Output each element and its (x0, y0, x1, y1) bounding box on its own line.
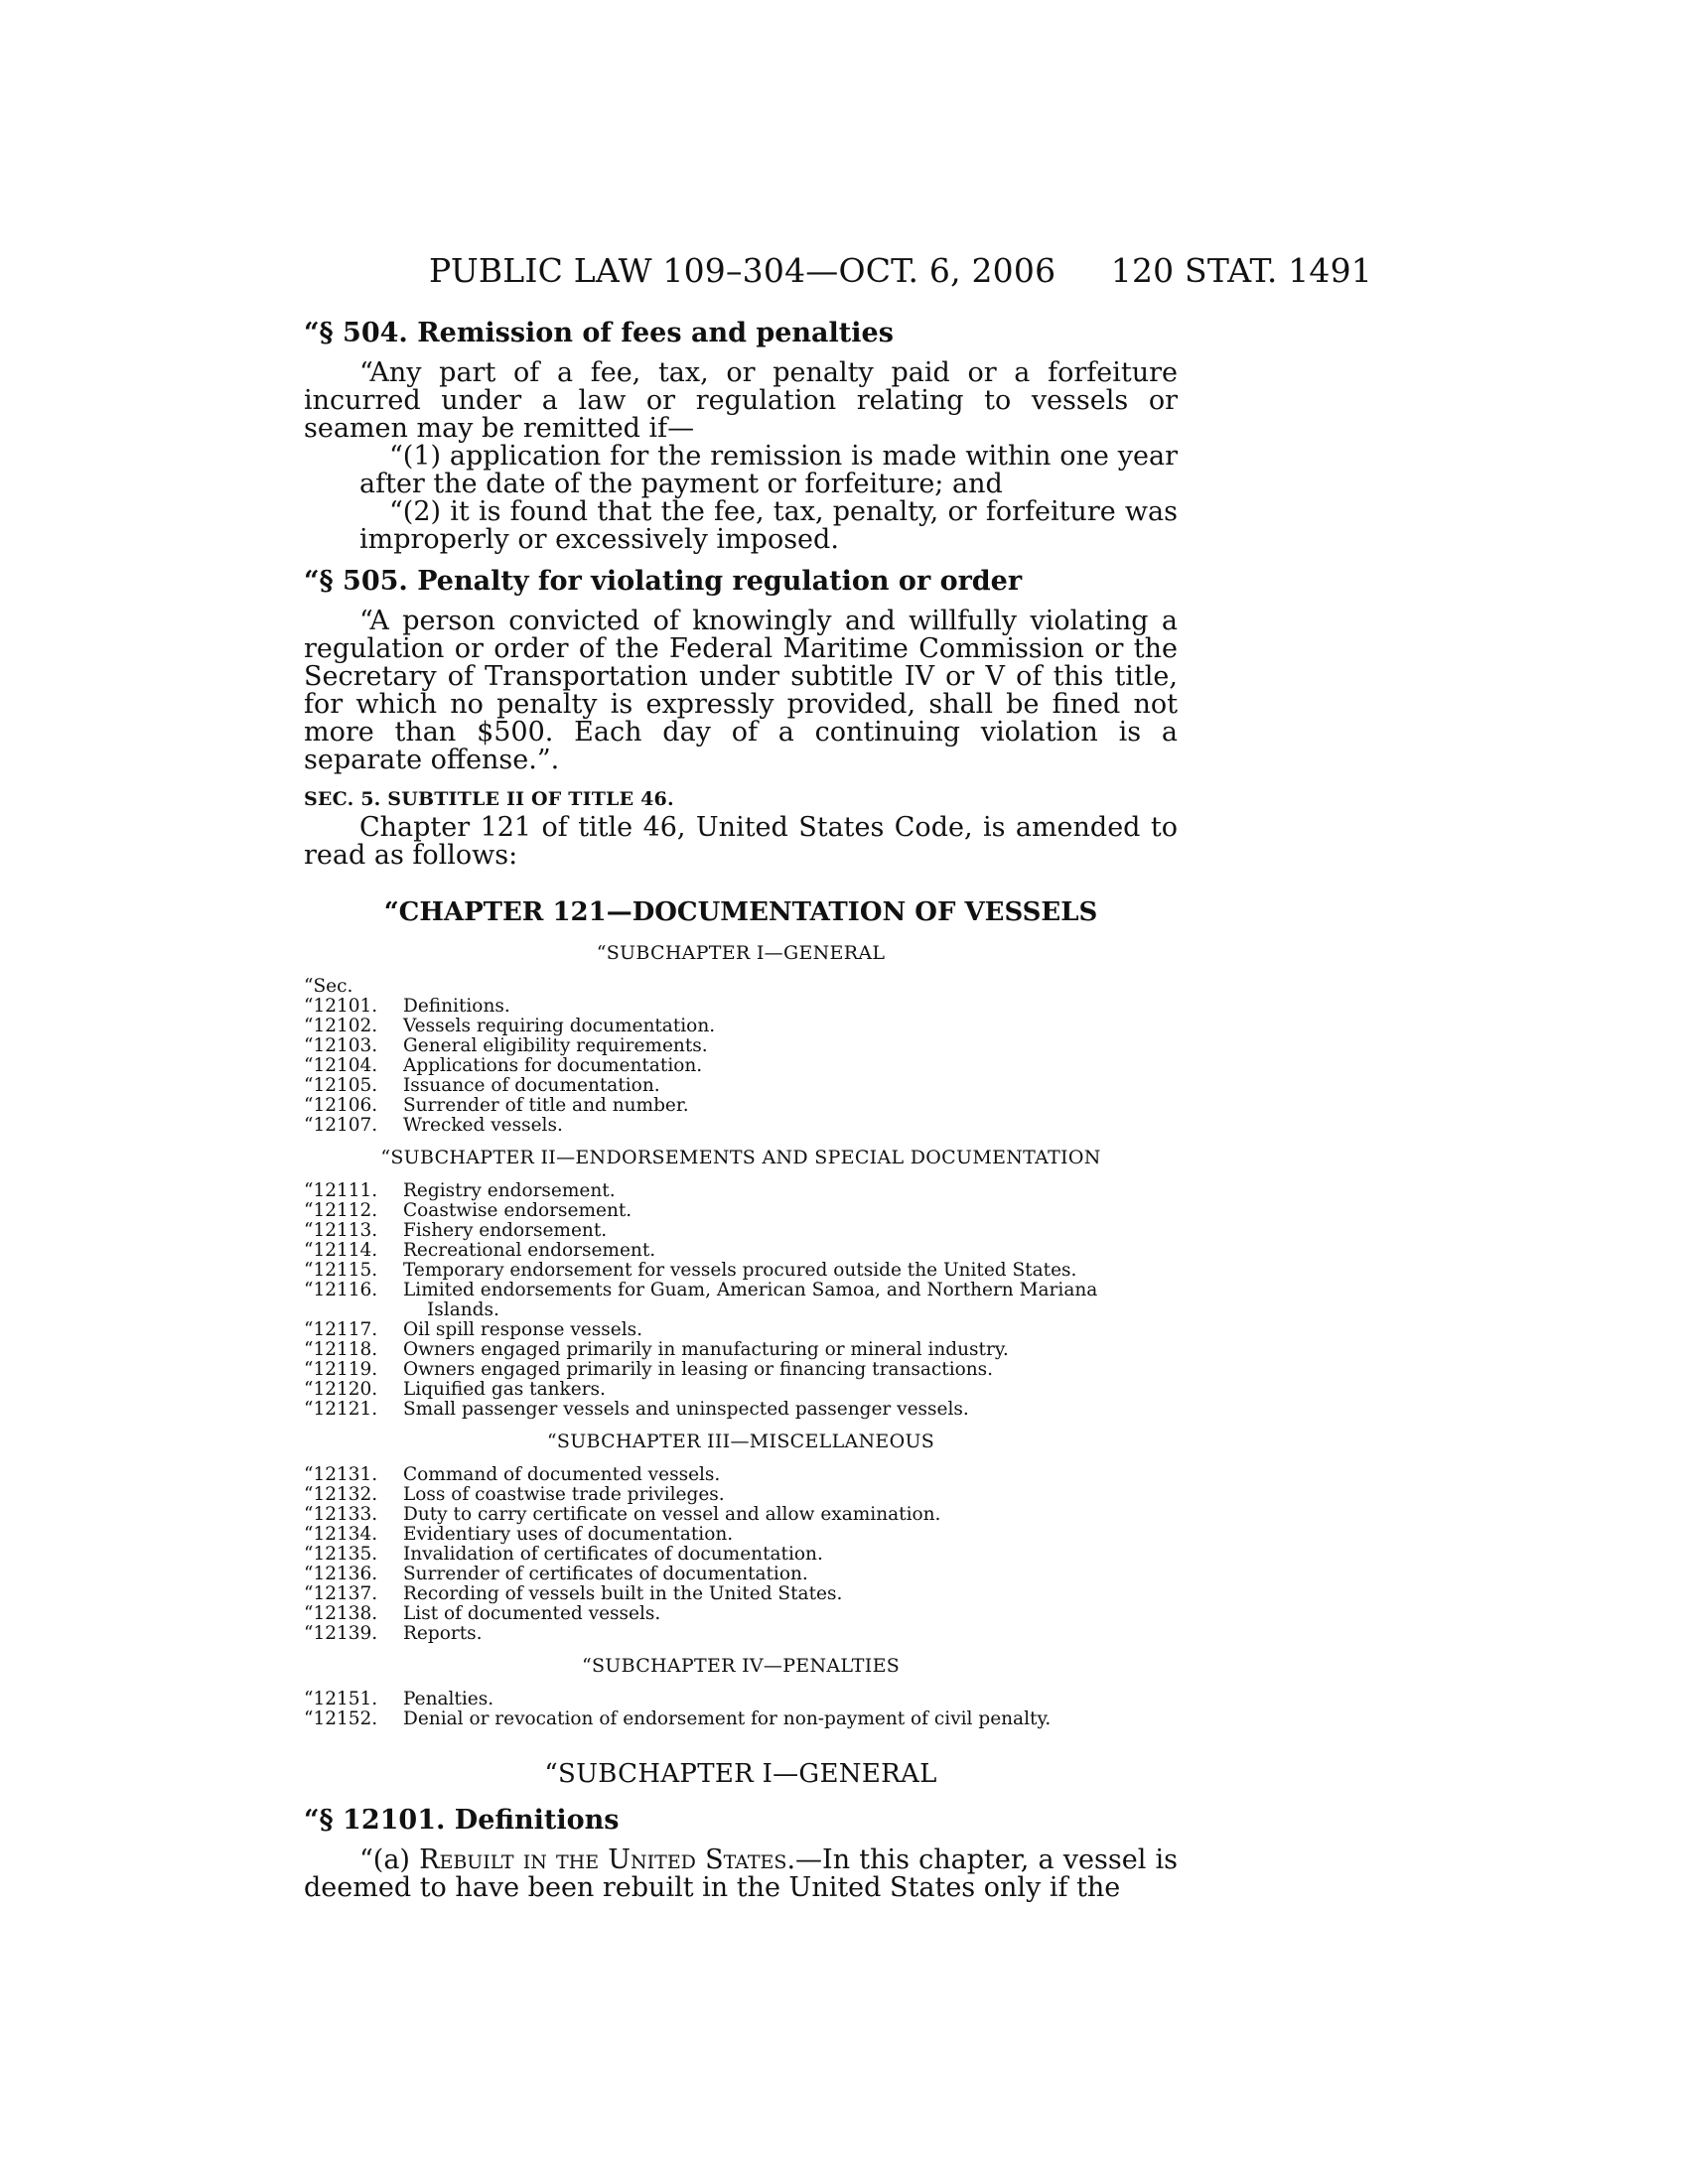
toc-entry-title: Fishery endorsement. (403, 1220, 608, 1241)
toc-entry-title: Surrender of certificates of documentation. (403, 1564, 808, 1584)
toc-entry-title: Limited endorsements for Guam, American Samoa, and Northern Mariana (403, 1280, 1098, 1300)
toc-entry (304, 1281, 1178, 1300)
toc-entry-title: Small passenger vessels and uninspected passenger vessels. (403, 1399, 969, 1420)
section-504-intro: “Any part of a fee, tax, or penalty paid or a forfeiture incurred under a law or regulation relating to vessels or seamen may be remitted if— (304, 357, 1178, 444)
toc-entry (304, 1261, 1178, 1281)
toc-entry-number: “12114. (304, 1240, 378, 1261)
toc-entry (304, 1096, 1178, 1116)
toc-entry-number: “12106. (304, 1095, 378, 1116)
toc-entry-title: List of documented vessels. (403, 1603, 661, 1624)
toc-subchapter-title: “SUBCHAPTER IV—PENALTIES (581, 1655, 901, 1677)
toc-entry (304, 1116, 1178, 1136)
toc-entry-title: Invalidation of certificates of documentation. (403, 1544, 823, 1565)
toc-entry-title: General eligibility requirements. (403, 1035, 708, 1056)
toc-entry-continuation: Islands. (427, 1299, 499, 1320)
toc-entry-number: “12139. (304, 1623, 378, 1644)
section-504-heading: “§ 504. Remission of fees and penalties (304, 318, 894, 348)
toc-entry-title: Recording of vessels built in the United States. (403, 1583, 843, 1604)
toc-entry (304, 1036, 1178, 1056)
sec-5-label: SEC. 5. SUBTITLE II OF TITLE 46. (304, 788, 674, 810)
toc-entry-number: “12107. (304, 1115, 378, 1136)
section-504-item-2: “(2) it is found that the fee, tax, penalty, or forfeiture was improperly or excessively imposed. (359, 496, 1178, 555)
toc-entry-number: “12119. (304, 1359, 378, 1380)
toc-entry-title: Coastwise endorsement. (403, 1200, 633, 1221)
toc-entry-number: “12102. (304, 1016, 378, 1036)
toc-entry-title: Vessels requiring documentation. (403, 1016, 716, 1036)
toc-entry-number: “12136. (304, 1564, 378, 1584)
toc-entry-title: Surrender of title and number. (403, 1095, 689, 1116)
toc-entry-number: “12121. (304, 1399, 378, 1420)
toc-entry (304, 1584, 1178, 1604)
toc-entry-number: “12112. (304, 1200, 378, 1221)
toc-entry-number: “12138. (304, 1603, 378, 1624)
toc-entry-number: “12117. (304, 1319, 378, 1340)
toc-entry (304, 1545, 1178, 1565)
toc-entry-number: “12137. (304, 1583, 378, 1604)
toc-entry-number: “12105. (304, 1075, 378, 1096)
section-12101-a-caption: Rebuilt in the United States (419, 1844, 787, 1875)
section-504-item-1: “(1) application for the remission is made within one year after the date of the payment or forfeiture; and (359, 441, 1178, 499)
toc-entry (304, 1056, 1178, 1076)
toc-entry-title: Denial or revocation of endorsement for non-payment of civil penalty. (403, 1708, 1052, 1729)
section-505-text: “A person convicted of knowingly and willfully violating a regulation or order of the Federal Maritime Commission or the Secretary of Transportation under subtitle IV or V of this title, for which no penalty is expressly provided, shall be fined not more than $500. Each day of a continuing violation is a separate offense.”. (304, 606, 1178, 775)
toc-entry (304, 1505, 1178, 1525)
toc-entry (304, 1181, 1178, 1201)
toc-entry-title: Temporary endorsement for vessels procured outside the United States. (403, 1260, 1077, 1281)
toc-entry-number: “12135. (304, 1544, 378, 1565)
toc-entry-number: “12103. (304, 1035, 378, 1056)
toc-entry-number: “12113. (304, 1220, 378, 1241)
page-body (304, 316, 1178, 1902)
toc-entry (304, 1320, 1178, 1340)
toc-entry-title: Reports. (403, 1623, 483, 1644)
toc-entry (304, 1076, 1178, 1096)
toc-entry-title: Recreational endorsement. (403, 1240, 656, 1261)
toc-entry-number: “12134. (304, 1524, 378, 1545)
subchapter-i-heading: “SUBCHAPTER I—GENERAL (544, 1759, 937, 1789)
toc-entry-title: Wrecked vessels. (403, 1115, 563, 1136)
toc-entry (304, 1565, 1178, 1584)
toc-entry-title: Duty to carry certificate on vessel and allow examination. (403, 1504, 941, 1525)
toc-entry-title: Evidentiary uses of documentation. (403, 1524, 734, 1545)
toc-entry-title: Penalties. (403, 1689, 494, 1709)
section-505-heading: “§ 505. Penalty for violating regulation or order (304, 566, 1023, 597)
toc-entry-title: Oil spill response vessels. (403, 1319, 642, 1340)
toc-entry (304, 1380, 1178, 1400)
toc-entry-title: Loss of coastwise trade privileges. (403, 1484, 725, 1505)
toc-entry (304, 1604, 1178, 1624)
toc-entry (304, 1465, 1178, 1485)
toc-entry (304, 1221, 1178, 1241)
toc-entry-title: Registry endorsement. (403, 1180, 616, 1201)
toc-entry (304, 1709, 1178, 1729)
toc-subchapter-title: “SUBCHAPTER III—MISCELLANEOUS (546, 1431, 935, 1452)
toc-sec-label: “Sec. (304, 976, 353, 997)
toc-entry-number: “12120. (304, 1379, 378, 1400)
toc-entry-title: Issuance of documentation. (403, 1075, 660, 1096)
running-header-stat: 120 STAT. 1491 (1110, 251, 1372, 290)
toc-entry-number: “12101. (304, 996, 378, 1017)
toc-entry (304, 997, 1178, 1017)
toc-entry (304, 1624, 1178, 1644)
toc-entry-title: Owners engaged primarily in manufacturing or mineral industry. (403, 1339, 1009, 1360)
toc-subchapter-title: “SUBCHAPTER II—ENDORSEMENTS AND SPECIAL DOCUMENTATION (380, 1147, 1101, 1168)
toc-entry-title: Applications for documentation. (403, 1055, 703, 1076)
table-of-contents (304, 943, 1178, 1737)
toc-entry-title: Command of documented vessels. (403, 1464, 721, 1485)
section-12101-a (304, 1846, 1178, 1902)
toc-entry-number: “12104. (304, 1055, 378, 1076)
toc-entry (304, 1017, 1178, 1036)
toc-entry (304, 1485, 1178, 1505)
toc-entry-number: “12152. (304, 1708, 378, 1729)
toc-entry (304, 1525, 1178, 1545)
chapter-title: “CHAPTER 121—DOCUMENTATION OF VESSELS (383, 897, 1098, 927)
toc-entry (304, 1241, 1178, 1261)
toc-entry-title: Liquified gas tankers. (403, 1379, 606, 1400)
section-12101-a-lead: “(a) (359, 1844, 420, 1875)
toc-entry (304, 1400, 1178, 1420)
running-header-law: PUBLIC LAW 109–304—OCT. 6, 2006 (429, 251, 1056, 290)
toc-entry (304, 1340, 1178, 1360)
toc-entry-number: “12116. (304, 1280, 378, 1300)
toc-entry-title: Owners engaged primarily in leasing or financing transactions. (403, 1359, 994, 1380)
section-12101-heading: “§ 12101. Definitions (304, 1805, 620, 1836)
toc-subchapter-title: “SUBCHAPTER I—GENERAL (596, 942, 886, 964)
toc-entry-number: “12151. (304, 1689, 378, 1709)
toc-entry (304, 1360, 1178, 1380)
toc-entry-title: Definitions. (403, 996, 510, 1017)
toc-entry (304, 1690, 1178, 1709)
toc-entry-number: “12131. (304, 1464, 378, 1485)
toc-entry-number: “12115. (304, 1260, 378, 1281)
toc-entry (304, 1201, 1178, 1221)
section-12101-a-text: .—In this chapter, a vessel is deemed to have been rebuilt in the United States only if the (304, 1844, 1178, 1903)
toc-entry-number: “12118. (304, 1339, 378, 1360)
sec-5-text: Chapter 121 of title 46, United States Code, is amended to read as follows: (304, 812, 1178, 871)
toc-entry-number: “12132. (304, 1484, 378, 1505)
toc-entry-number: “12111. (304, 1180, 378, 1201)
toc-entry-number: “12133. (304, 1504, 378, 1525)
